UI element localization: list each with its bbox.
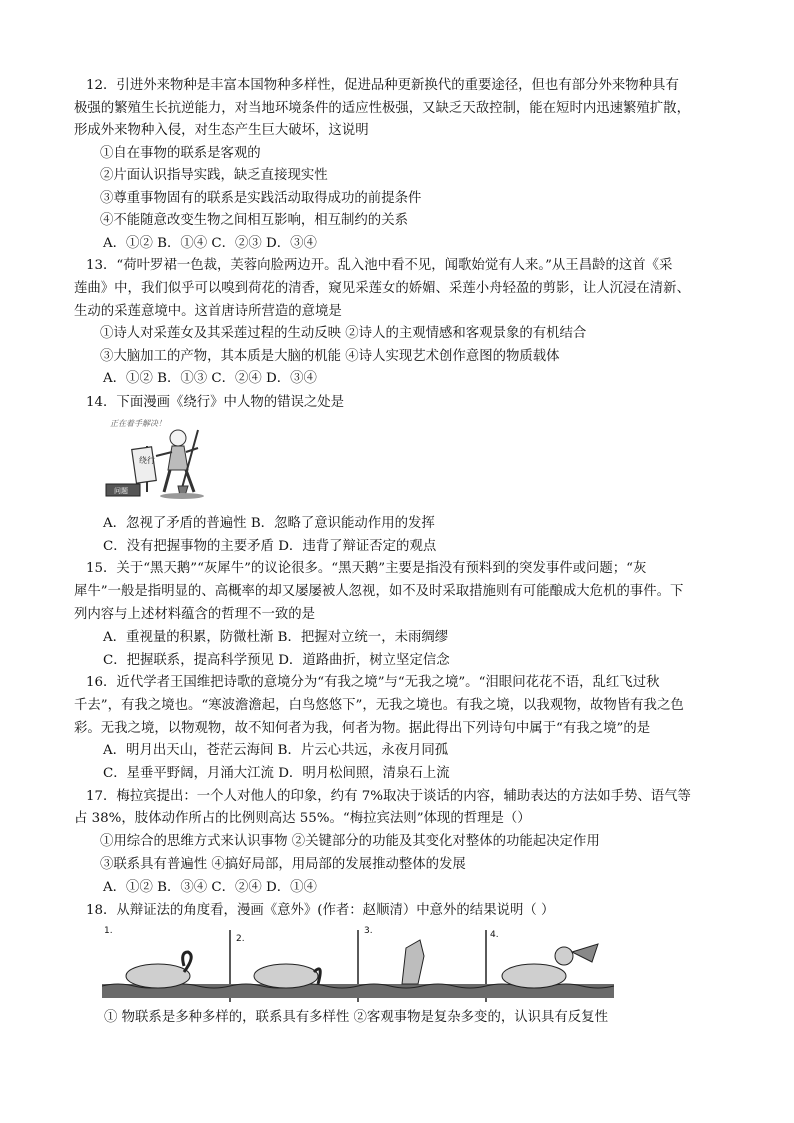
q16-stem-line-3: 彩。无我之境，以物观物，故不知何者为我，何者为物。据此得出下列诗句中属于“有我之境”的是 [74, 721, 651, 736]
q13-items-row-2: ③大脑加工的产物，其本质是大脑的机能 ④诗人实现艺术创作意图的物质载体 [100, 349, 560, 364]
q12-stem-line-2: 极强的繁殖生长抗逆能力，对当地环境条件的适应性极强，又缺乏天敌控制，能在短时内迅速繁殖扩散， [74, 101, 690, 116]
q18-panel-1-number: 1. [104, 926, 113, 936]
q16-stem-line-2: 千去”，有我之境也。“寒波澹澹起，白鸟悠悠下”，无我之境也。有我之境，以我观物，故物皆有我之色 [74, 698, 684, 713]
q14-options-row-2: C．没有把握事物的主要矛盾 D．违背了辩证否定的观点 [103, 539, 437, 554]
q15-stem-line-1: 15．关于“黑天鹅”“灰犀牛”的议论很多。“黑天鹅”主要是指没有预料到的突发事件或问题；“灰 [86, 561, 647, 576]
q17-options: A．①② B．③④ C．②④ D．①④ [103, 880, 317, 895]
q18-panel-4-number: 4. [490, 930, 499, 940]
q15-options-row-2: C．把握联系，提高科学预见 D．道路曲折，树立坚定信念 [103, 653, 450, 668]
q13-options: A．①② B．①③ C．②④ D．③④ [103, 371, 317, 386]
q12-item-2: ②片面认识指导实践，缺乏直接现实性 [100, 168, 328, 183]
q13-items-row-1: ①诗人对采莲女及其采莲过程的生动反映 ②诗人的主观情感和客观景象的有机结合 [100, 326, 587, 341]
q14-cartoon-sign: 绕行 [139, 456, 155, 465]
q13-stem-line-3: 生动的采莲意境中。这首唐诗所营造的意境是 [74, 304, 342, 319]
cartoon-accident-illustration [102, 926, 614, 1006]
q17-stem-line-2: 占 38%，肢体动作所占的比例则高达 55%。“梅拉宾法则”体现的哲理是（） [74, 811, 531, 826]
q16-stem-line-1: 16．近代学者王国维把诗歌的意境分为“有我之境”与“无我之境”。“泪眼问花花不语，乱红飞过秋 [86, 675, 660, 690]
q14-cartoon-box: 问题 [114, 487, 128, 495]
q16-options-row-1: A．明月出天山，苍茫云海间 B．片云心共远，永夜月同孤 [103, 743, 449, 758]
q17-items-row-2: ③联系具有普遍性 ④搞好局部，用局部的发展推动整体的发展 [100, 857, 466, 872]
q12-stem-line-3: 形成外来物种入侵，对生态产生巨大破坏，这说明 [74, 123, 369, 138]
q12-item-4: ④不能随意改变生物之间相互影响，相互制约的关系 [100, 213, 408, 228]
q18-cartoon-strip [102, 926, 614, 1006]
q18-stem: 18．从辩证法的角度看，漫画《意外》(作者：赵顺清）中意外的结果说明（ ） [86, 903, 555, 918]
q14-cartoon-caption: 正在着手解决！ [110, 419, 166, 428]
q14-stem: 14．下面漫画《绕行》中人物的错误之处是 [86, 395, 345, 410]
q14-cartoon [102, 418, 217, 500]
q15-stem-line-2: 犀牛”一般是指明显的、高概率的却又屡屡被人忽视，如不及时采取措施则有可能酿成大危机的事件。下 [74, 584, 684, 599]
q15-options-row-1: A．重视量的积累，防微杜渐 B．把握对立统一，未雨绸缪 [103, 630, 449, 645]
q12-item-3: ③尊重事物固有的联系是实践活动取得成功的前提条件 [100, 191, 422, 206]
q18-items-row-1: ① 物联系是多种多样的，联系具有多样性 ②客观事物是复杂多变的，认识具有反复性 [104, 1010, 608, 1025]
q18-panel-3-number: 3. [364, 926, 373, 936]
q16-options-row-2: C．星垂平野阔，月涌大江流 D．明月松间照，清泉石上流 [103, 766, 450, 781]
q13-stem-line-2: 莲曲》中，我们似乎可以嗅到荷花的清香，窥见采莲女的娇媚、采莲小舟轻盈的剪影，让人沉浸在清新、 [74, 281, 690, 296]
q14-options-row-1: A．忽视了矛盾的普遍性 B．忽略了意识能动作用的发挥 [103, 516, 435, 531]
q18-panel-2-number: 2. [236, 934, 245, 944]
q15-stem-line-3: 列内容与上述材料蕴含的哲理不一致的是 [74, 607, 316, 622]
q12-options: A．①② B．①④ C．②③ D．③④ [103, 236, 317, 251]
q17-stem-line-1: 17．梅拉宾提出：一个人对他人的印象，约有 7%取决于谈话的内容，辅助表达的方法如手势、语气等 [86, 789, 691, 804]
q13-stem-line-1: 13．“荷叶罗裙一色裁，芙蓉向脸两边开。乱入池中看不见，闻歌始觉有人来。”从王昌龄的这首《采 [86, 258, 673, 273]
q12-stem-line-1: 12．引进外来物种是丰富本国物种多样性，促进品种更新换代的重要途径，但也有部分外来物种具有 [86, 78, 679, 93]
q17-items-row-1: ①用综合的思维方式来认识事物 ②关键部分的功能及其变化对整体的功能起决定作用 [100, 834, 600, 849]
q12-item-1: ①自在事物的联系是客观的 [100, 146, 261, 161]
